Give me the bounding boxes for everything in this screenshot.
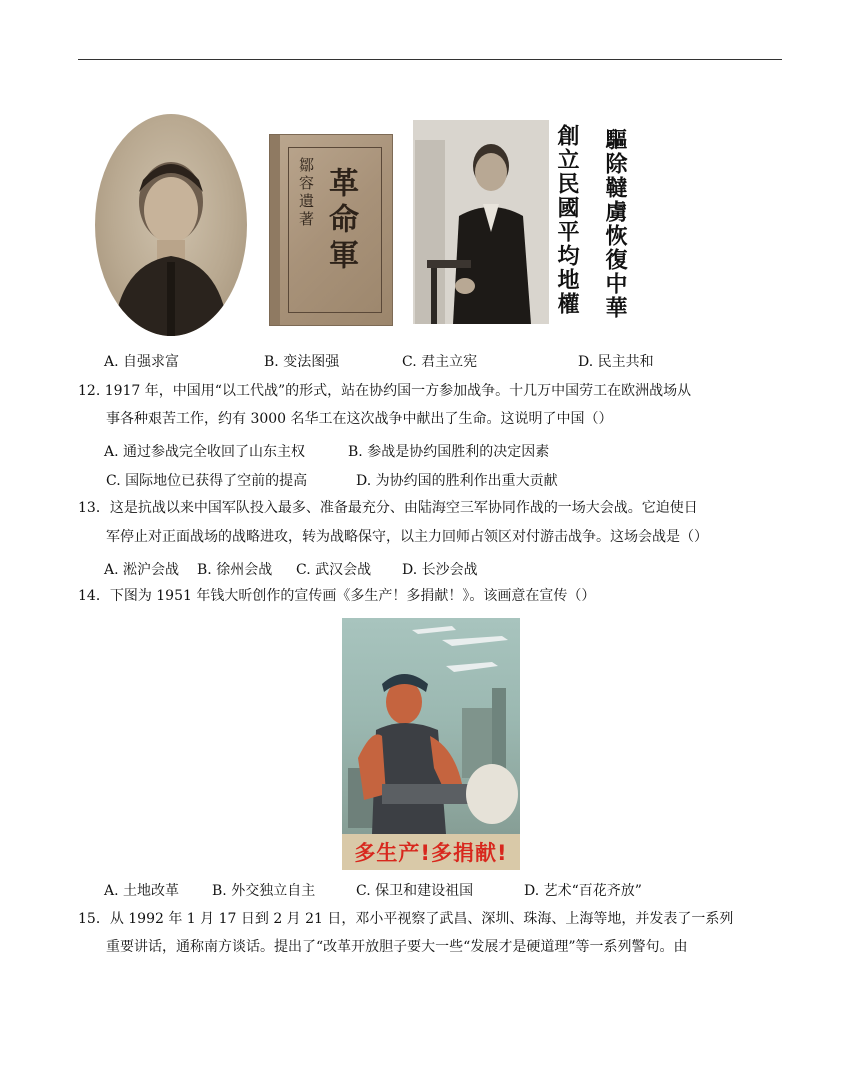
- q13-option-d[interactable]: D. 长沙会战: [402, 562, 478, 578]
- q13-option-b[interactable]: B. 徐州会战: [197, 562, 273, 578]
- q14-option-b[interactable]: B. 外交独立自主: [212, 883, 316, 899]
- suit-portrait-photo: [413, 120, 549, 324]
- q12-option-b[interactable]: B. 参战是协约国胜利的决定因素: [348, 444, 550, 460]
- book-cover: [269, 134, 393, 326]
- q11-option-b[interactable]: B. 变法图强: [264, 354, 340, 370]
- couplet-right: 驅除韃虜恢復中華: [602, 128, 627, 320]
- book-title-text: 革命軍: [323, 167, 358, 275]
- q11-option-a[interactable]: A. 自强求富: [104, 354, 180, 370]
- q15-stem-line2: 重要讲话，通称南方谈话。提出了“改革开放胆子要大一些“发展才是硬道理”等一系列警句。由: [106, 939, 688, 955]
- q14-option-d[interactable]: D. 艺术“百花齐放”: [524, 883, 642, 899]
- q11-option-d[interactable]: D. 民主共和: [578, 354, 654, 370]
- poster-slogan: 多生产!多捐献!: [354, 841, 508, 865]
- q14-option-c[interactable]: C. 保卫和建设祖国: [356, 883, 474, 899]
- q13-stem-line1: 13．这是抗战以来中国军队投入最多、准备最充分、由陆海空三军协同作战的一场大会战。它迫使日: [78, 500, 698, 516]
- q13-option-a[interactable]: A. 淞沪会战: [104, 562, 180, 578]
- q11-option-c[interactable]: C. 君主立宪: [402, 354, 478, 370]
- q12-option-c[interactable]: C. 国际地位已获得了空前的提高: [106, 473, 308, 489]
- q14-stem-line1: 14．下图为 1951 年钱大昕创作的宣传画《多生产！多捐献！》。该画意在宣传（）: [78, 588, 596, 604]
- header-rule: [78, 59, 782, 60]
- q12-stem-line2: 事各种艰苦工作，约有 3000 名华工在这次战争中献出了生命。这说明了中国（）: [106, 411, 613, 427]
- portrait-photo: [95, 114, 247, 336]
- poster-banner: [342, 834, 520, 870]
- couplet-left: 創立民國平均地權: [554, 124, 579, 316]
- book-spine: [270, 135, 280, 325]
- book-author-text: 鄒容遺著: [297, 157, 315, 229]
- q11-image-row: [95, 114, 640, 340]
- q13-stem-line2: 军停止对正面战场的战略进攻，转为战略保守，以主力回师占领区对付游击战争。这场会战是（）: [106, 529, 708, 545]
- q12-option-d[interactable]: D. 为协约国的胜利作出重大贡献: [356, 473, 558, 489]
- q13-option-c[interactable]: C. 武汉会战: [296, 562, 372, 578]
- q12-option-a[interactable]: A. 通过参战完全收回了山东主权: [104, 444, 306, 460]
- propaganda-poster: [342, 618, 520, 870]
- q14-option-a[interactable]: A. 土地改革: [104, 883, 180, 899]
- q15-stem-line1: 15．从 1992 年 1 月 17 日到 2 月 21 日，邓小平视察了武昌、深圳、珠海、上海等地，并发表了一系列: [78, 911, 734, 927]
- q12-stem-line1: 12. 1917 年，中国用“以工代战”的形式，站在协约国一方参加战争。十几万中国劳工在欧洲战场从: [78, 383, 692, 399]
